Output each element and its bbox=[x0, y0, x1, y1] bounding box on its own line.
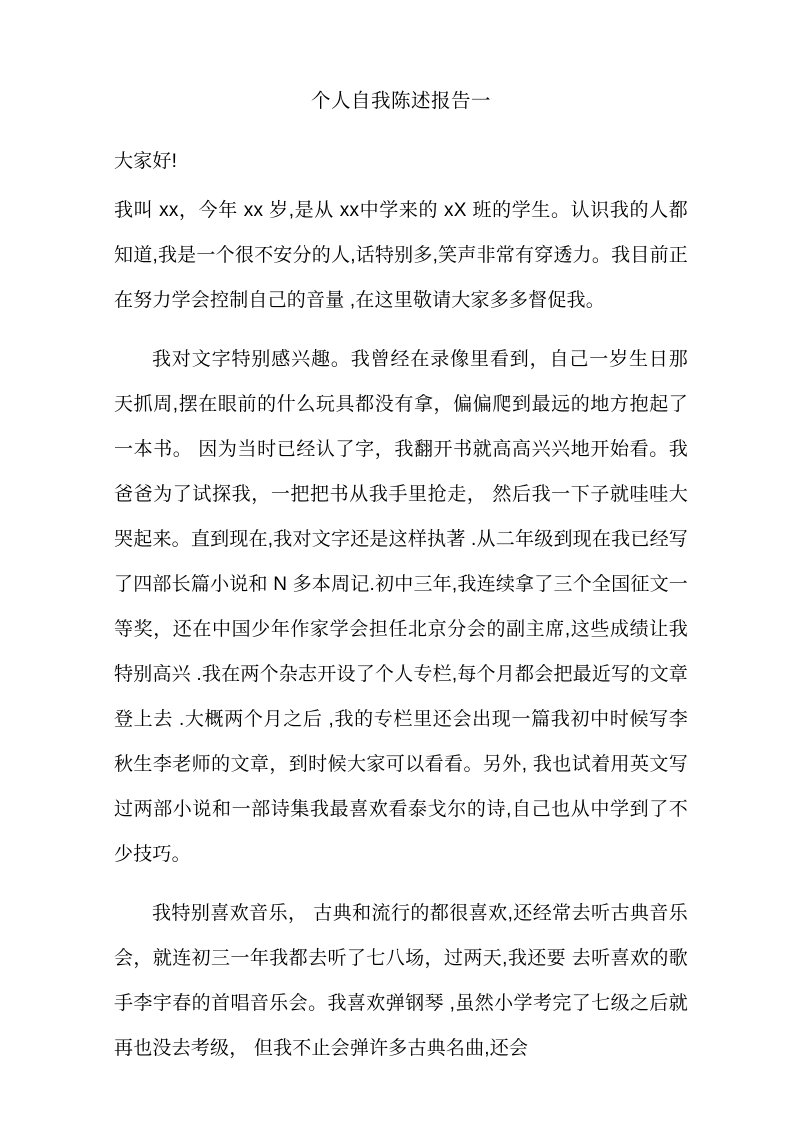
paragraph-writing: 我对文字特别感兴趣。我曾经在录像里看到，自己一岁生日那天抓周,摆在眼前的什么玩具都没有拿，偏偏爬到最远的地方抱起了一本书。 因为当时已经认了字，我翻开书就高高兴兴地开始看。我爸爸为了试探我，一把把书从我手里抢走， 然后我一下子就哇哇大哭起来。直到现在,我对文字还是这样执著 .从二年级到现在我已经写了四部长篇小说和 N 多本周记.初中三年,我连续拿了三个全国征文一等奖，还在中国少年作家学会担任北京分会的副主席,这些成绩让我特别高兴 .我在两个杂志开设了个人专栏,每个月都会把最近写的文章登上去 .大概两个月之后 ,我的专栏里还会出现一篇我初中时候写李秋生李老师的文章，到时候大家可以看看。另外, 我也试着用英文写过两部小说和一部诗集我最喜欢看泰戈尔的诗,自己也从中学到了不少技巧。 bbox=[114, 349, 688, 866]
paragraph-spacer-2 bbox=[114, 883, 688, 891]
paragraph-music: 我特别喜欢音乐， 古典和流行的都很喜欢,还经常去听古典音乐会，就连初三一年我都去听了七八场，过两天,我还要 去听喜欢的歌手李宇春的首唱音乐会。我喜欢弹钢琴 ,虽然小学考完了七级之后就再也没去考级， 但我不止会弹许多古典名曲,还会 bbox=[114, 903, 688, 1060]
paragraph-intro: 我叫 xx，今年 xx 岁,是从 xx中学来的 xX 班的学生。认识我的人都知道,我是一个很不安分的人,话特别多,笑声非常有穿透力。我目前正在努力学会控制自己的音量 ,在这里敬请大家多多督促我。 bbox=[114, 200, 688, 312]
paragraph-greeting: 大家好! bbox=[114, 151, 178, 173]
page-title: 个人自我陈述报告一 bbox=[310, 90, 491, 112]
paragraph-spacer bbox=[114, 329, 688, 337]
